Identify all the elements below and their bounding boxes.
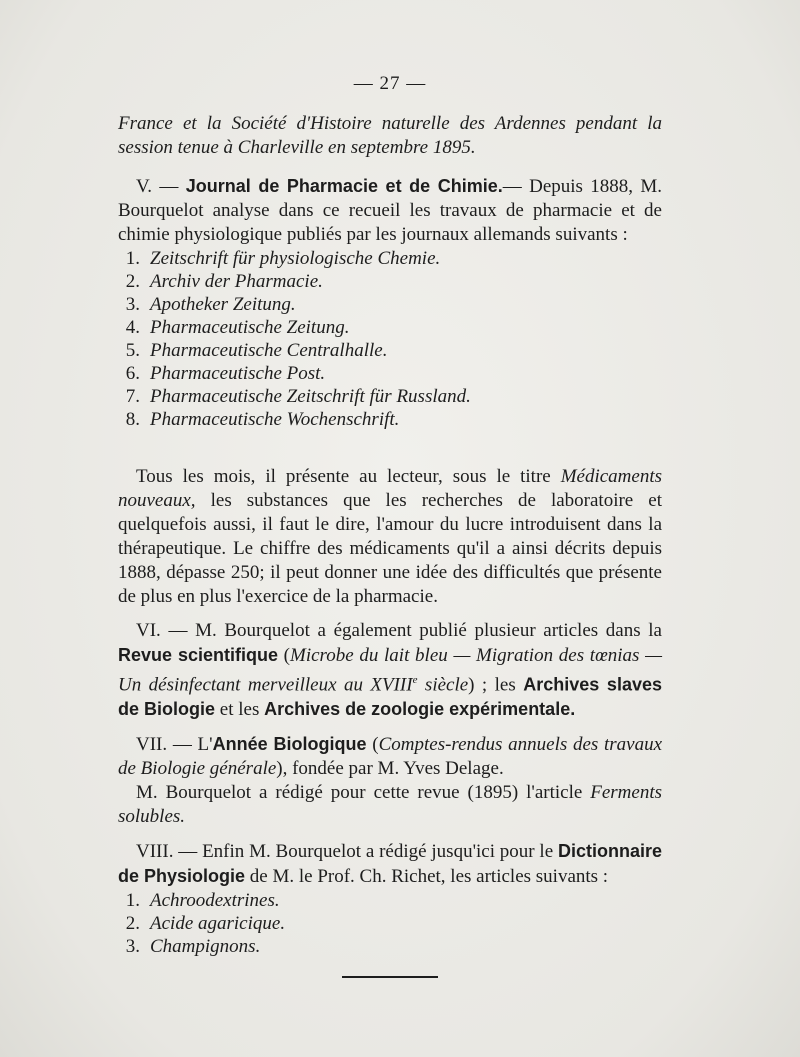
list-item: 3. Apotheker Zeitung. (125, 294, 296, 315)
list-item: 6. Pharmaceutische Post. (125, 363, 326, 384)
section-v-paragraph (118, 174, 662, 247)
opening-paragraph: France et la Société d'Histoire naturelle des Ardennes pendant la session tenue à Charleville en septembre 1895. (118, 113, 662, 158)
ferments-solubles-title: Ferments solubles. (118, 782, 662, 828)
list-item: 5. Pharmaceutische Centralhalle. (125, 340, 388, 361)
annee-biologique-title: Année Biologique (212, 734, 367, 755)
list-item: 2. Archiv der Pharmacie. (125, 271, 323, 292)
archives-slaves-title: Archives slaves de Biologie (118, 674, 662, 720)
section-viii-paragraph: VIII. — Enfin M. Bourquelot a rédigé jusqu'ici pour le Dictionnaire de Physiologie de M. le Prof. Ch. Richet, les articles suivants : (118, 841, 662, 888)
list-item: 7. Pharmaceutische Zeitschrift für Russland. (125, 386, 471, 407)
page-text (118, 72, 662, 978)
articles-list (118, 889, 662, 958)
section-vii-note: M. Bourquelot a rédigé pour cette revue (1895) l'article Ferments solubles. (118, 782, 662, 828)
list-item: 4. Pharmaceutische Zeitung. (125, 317, 350, 338)
list-item: 3. Champignons. (125, 936, 261, 958)
closing-rule (342, 976, 438, 978)
medicaments-title: Médicaments nouveaux, (118, 466, 662, 511)
section-v-title: Journal de Pharmacie et de Chimie. (185, 176, 503, 196)
list-item: 8. Pharmaceutische Wochenschrift. (125, 409, 400, 430)
list-item: 1. Zeitschrift für physiologische Chemie. (125, 248, 441, 269)
dictionnaire-title: Dictionnaire de Physiologie (118, 841, 662, 887)
list-item: 1. Achroodextrines. (125, 890, 280, 912)
journal-list (118, 247, 662, 431)
section-vi-paragraph: VI. — M. Bourquelot a également publié plusieur articles dans la Revue scientifique (Microbe du lait bleu — Migration des tœnias — Un désinfectant merveilleux au XVIIIe siècle) ; les Archives slaves de Biologie et les Archives de zoologie expérimentale. (118, 620, 662, 721)
monthly-paragraph: Tous les mois, il présente au lecteur, sous le titre Médicaments nouveaux, les substances que les recherches de laboratoire et quelquefois aussi, il faut le dire, l'amour du lucre introduisent dans la thérapeutique. Le chiffre des médicaments qu'il a ainsi décrits depuis 1888, dépasse 250; il peut donner une idée des difficultés que présente de plus en plus l'exercice de la pharmacie. (118, 466, 662, 607)
list-item: 2. Acide agaricique. (125, 913, 286, 935)
page-number: — 27 — (353, 73, 427, 94)
section-vii-paragraph: VII. — L'Année Biologique (Comptes-rendus annuels des travaux de Biologie générale), fondée par M. Yves Delage. (118, 734, 663, 780)
archives-zoologie-title: Archives de zoologie expérimentale. (264, 699, 576, 720)
section-v-numeral: V. — (136, 176, 179, 197)
revue-scientifique-title: Revue scientifique (118, 645, 278, 665)
section-v-text: — Depuis 1888, M. Bourquelot analyse dans ce recueil les travaux de pharmacie et de chimie physiologique publiés par les journaux allemands suivants : (118, 176, 662, 245)
